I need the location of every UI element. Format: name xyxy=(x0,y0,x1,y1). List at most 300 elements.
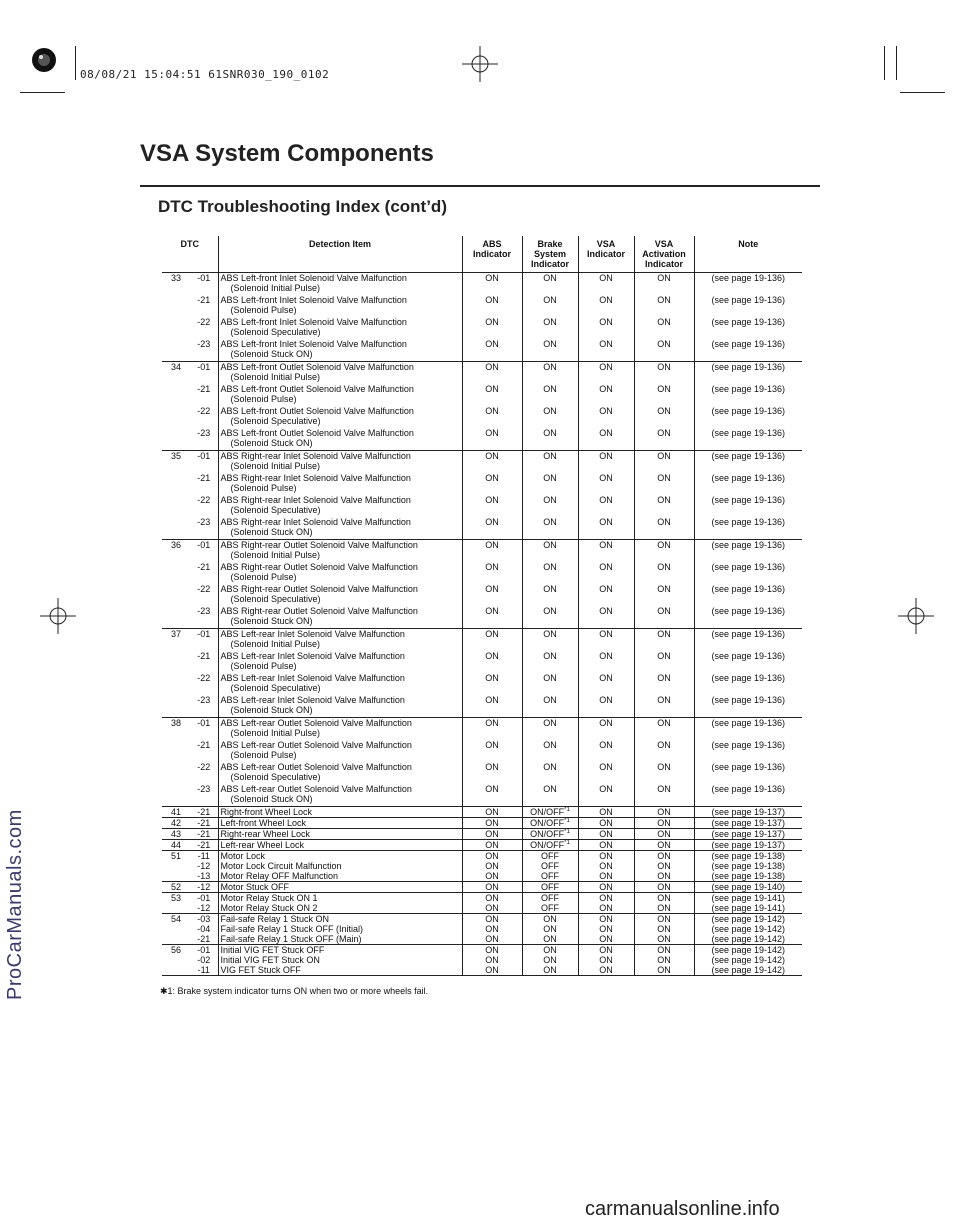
detection-item xyxy=(218,629,462,652)
abs-indicator-value: ON xyxy=(462,629,522,652)
detection-item xyxy=(218,818,462,829)
brake-indicator-text: ON xyxy=(543,718,557,728)
dtc-code xyxy=(162,673,190,695)
vsa-activation-value: ON xyxy=(634,295,694,317)
abs-indicator-value: ON xyxy=(462,517,522,540)
detection-item-text: Motor Lock xyxy=(220,851,266,861)
dtc-code xyxy=(162,517,190,540)
note-page-ref: (see page 19-136) xyxy=(694,718,802,741)
table-row xyxy=(162,893,802,904)
note-page-ref: (see page 19-136) xyxy=(711,495,786,505)
dtc-code: 42 xyxy=(162,818,190,829)
note-page-ref: (see page 19-136) xyxy=(711,784,786,794)
abs-indicator-value: ON xyxy=(462,384,522,406)
print-stamp: 08/08/21 15:04:51 61SNR030_190_0102 xyxy=(80,68,330,81)
detection-item-text: ABS Left-front Outlet Solenoid Valve Malfunction xyxy=(220,384,414,394)
brake-indicator-text: ON xyxy=(543,473,557,483)
note-page-ref: (see page 19-138) xyxy=(711,861,786,871)
dtc-subcode: -21 xyxy=(190,818,218,829)
brake-indicator-value xyxy=(522,965,578,976)
note-page-ref: (see page 19-136) xyxy=(711,762,786,772)
brake-indicator-value xyxy=(522,903,578,914)
header-dtc: DTC xyxy=(162,236,218,273)
vsa-indicator-value: ON xyxy=(578,695,634,718)
abs-indicator-value: ON xyxy=(462,965,522,976)
dtc-subcode: -12 xyxy=(190,903,218,914)
table-row xyxy=(162,606,802,629)
vsa-indicator-value: ON xyxy=(578,924,634,934)
vsa-indicator-value: ON xyxy=(578,914,634,925)
brake-indicator-value xyxy=(522,924,578,934)
brake-indicator-value xyxy=(522,893,578,904)
note-page-ref: (see page 19-137) xyxy=(694,829,802,840)
table-row xyxy=(162,339,802,362)
vsa-indicator-value: ON xyxy=(578,339,634,362)
dtc-code xyxy=(162,473,190,495)
vsa-indicator-value: ON xyxy=(578,965,634,976)
dtc-subcode: -22 xyxy=(190,584,218,606)
header-note: Note xyxy=(694,236,802,273)
note-page-ref: (see page 19-136) xyxy=(711,651,786,661)
brake-indicator-text: ON xyxy=(543,295,557,305)
dtc-code xyxy=(162,695,190,718)
brake-indicator-value xyxy=(522,339,578,362)
dtc-subcode: -01 xyxy=(190,629,218,652)
dtc-subcode: -23 xyxy=(190,428,218,451)
brake-indicator-text: ON xyxy=(543,673,557,683)
vsa-indicator-value: ON xyxy=(578,651,634,673)
abs-indicator-value: ON xyxy=(462,871,522,882)
brake-indicator-text: ON xyxy=(543,540,557,550)
dtc-subcode: -21 xyxy=(190,651,218,673)
vsa-indicator-value: ON xyxy=(578,829,634,840)
dtc-code xyxy=(162,428,190,451)
vsa-activation-value: ON xyxy=(634,495,694,517)
detection-item xyxy=(218,882,462,893)
table-row xyxy=(162,295,802,317)
crop-mark xyxy=(896,46,897,80)
note-page-ref: (see page 19-137) xyxy=(694,807,802,818)
detection-item xyxy=(218,740,462,762)
dtc-subcode: -21 xyxy=(190,840,218,851)
watermark: ProCarManuals.com xyxy=(4,809,26,1000)
header-detection-item: Detection Item xyxy=(218,236,462,273)
detection-item-text: Right-rear Wheel Lock xyxy=(220,829,311,839)
detection-item-detail: (Solenoid Speculative) xyxy=(230,327,321,337)
detection-item-text: ABS Right-rear Outlet Solenoid Valve Malfunction xyxy=(220,562,418,572)
dtc-code xyxy=(162,924,190,934)
brake-indicator-value xyxy=(522,273,578,296)
detection-item xyxy=(218,851,462,862)
table-row xyxy=(162,924,802,934)
note-page-ref: (see page 19-136) xyxy=(711,695,786,705)
abs-indicator-value: ON xyxy=(462,540,522,563)
detection-item xyxy=(218,317,462,339)
brake-indicator-text: ON xyxy=(543,651,557,661)
dtc-subcode: -03 xyxy=(190,914,218,925)
dtc-code: 33 xyxy=(162,273,190,296)
brake-indicator-value xyxy=(522,861,578,871)
vsa-indicator-value: ON xyxy=(578,384,634,406)
footnote: ✱1: Brake system indicator turns ON when two or more wheels fail. xyxy=(160,986,429,996)
dtc-subcode: -01 xyxy=(190,540,218,563)
table-row xyxy=(162,762,802,784)
note-page-ref: (see page 19-137) xyxy=(694,840,802,851)
table-row xyxy=(162,428,802,451)
vsa-indicator-value: ON xyxy=(578,718,634,741)
brake-indicator-text: ON/OFF xyxy=(530,818,565,828)
vsa-activation-value: ON xyxy=(634,818,694,829)
dtc-code xyxy=(162,934,190,945)
dtc-subcode: -11 xyxy=(190,851,218,862)
vsa-activation-value: ON xyxy=(634,840,694,851)
table-row xyxy=(162,695,802,718)
dtc-subcode: -12 xyxy=(190,882,218,893)
vsa-indicator-value: ON xyxy=(578,955,634,965)
detection-item-text: Left-front Wheel Lock xyxy=(220,818,307,828)
detection-item-detail: (Solenoid Pulse) xyxy=(230,661,297,671)
abs-indicator-value: ON xyxy=(462,840,522,851)
detection-item-detail: (Solenoid Speculative) xyxy=(230,772,321,782)
dtc-subcode: -02 xyxy=(190,955,218,965)
detection-item xyxy=(218,965,462,976)
detection-item-text: Fail-safe Relay 1 Stuck OFF (Initial) xyxy=(220,924,364,934)
brake-indicator-text: ON xyxy=(543,629,557,639)
dtc-code xyxy=(162,562,190,584)
detection-item xyxy=(218,861,462,871)
detection-item-text: Initial VIG FET Stuck ON xyxy=(220,955,320,965)
vsa-indicator-value: ON xyxy=(578,406,634,428)
detection-item-detail: (Solenoid Speculative) xyxy=(230,416,321,426)
table-row xyxy=(162,903,802,914)
abs-indicator-value: ON xyxy=(462,273,522,296)
table-row xyxy=(162,317,802,339)
brake-indicator-text: OFF xyxy=(541,861,559,871)
dtc-code xyxy=(162,871,190,882)
detection-item xyxy=(218,606,462,629)
vsa-indicator-value: ON xyxy=(578,893,634,904)
brake-indicator-value xyxy=(522,317,578,339)
dtc-code xyxy=(162,584,190,606)
vsa-activation-value: ON xyxy=(634,451,694,474)
brake-indicator-text: ON xyxy=(543,965,557,975)
vsa-activation-value: ON xyxy=(634,384,694,406)
brake-indicator-value xyxy=(522,384,578,406)
note-page-ref: (see page 19-136) xyxy=(711,673,786,683)
vsa-indicator-value: ON xyxy=(578,784,634,807)
note-page-ref: (see page 19-136) xyxy=(694,629,802,652)
crosshair-icon xyxy=(40,598,76,634)
detection-item-text: ABS Left-rear Outlet Solenoid Valve Malfunction xyxy=(220,740,412,750)
section-title: DTC Troubleshooting Index (cont’d) xyxy=(158,197,447,216)
brake-indicator-text: ON xyxy=(543,495,557,505)
table-row xyxy=(162,451,802,474)
table-row xyxy=(162,955,802,965)
dtc-code: 53 xyxy=(162,893,190,904)
brake-indicator-value xyxy=(522,695,578,718)
detection-item xyxy=(218,840,462,851)
vsa-indicator-value: ON xyxy=(578,818,634,829)
detection-item-text: ABS Left-rear Inlet Solenoid Valve Malfunction xyxy=(220,629,405,639)
abs-indicator-value: ON xyxy=(462,740,522,762)
vsa-indicator-value: ON xyxy=(578,882,634,893)
vsa-activation-value: ON xyxy=(634,718,694,741)
vsa-indicator-value: ON xyxy=(578,473,634,495)
brake-indicator-value xyxy=(522,718,578,741)
vsa-indicator-value: ON xyxy=(578,362,634,385)
detection-item-detail: (Solenoid Pulse) xyxy=(230,483,297,493)
table-row xyxy=(162,840,802,851)
dtc-subcode: -01 xyxy=(190,451,218,474)
footnote-ref: *1 xyxy=(564,818,570,824)
detection-item xyxy=(218,955,462,965)
table-body xyxy=(162,273,802,976)
brake-indicator-text: ON xyxy=(543,362,557,372)
dtc-code xyxy=(162,762,190,784)
dtc-subcode: -21 xyxy=(190,295,218,317)
brake-indicator-text: ON xyxy=(543,517,557,527)
brake-indicator-text: ON xyxy=(543,584,557,594)
table-row xyxy=(162,517,802,540)
bottom-watermark: carmanualsonline.info xyxy=(585,1198,780,1220)
vsa-indicator-value: ON xyxy=(578,295,634,317)
detection-item-detail: (Solenoid Initial Pulse) xyxy=(230,728,321,738)
dtc-code: 41 xyxy=(162,807,190,818)
dtc-code: 44 xyxy=(162,840,190,851)
vsa-activation-value: ON xyxy=(634,651,694,673)
vsa-indicator-value: ON xyxy=(578,762,634,784)
dtc-code xyxy=(162,495,190,517)
brake-indicator-value xyxy=(522,955,578,965)
vsa-activation-value: ON xyxy=(634,673,694,695)
vsa-activation-value: ON xyxy=(634,362,694,385)
brake-indicator-text: ON xyxy=(543,945,557,955)
detection-item xyxy=(218,384,462,406)
vsa-activation-value: ON xyxy=(634,428,694,451)
brake-indicator-value xyxy=(522,562,578,584)
dtc-subcode: -12 xyxy=(190,861,218,871)
note-page-ref: (see page 19-136) xyxy=(711,317,786,327)
brake-indicator-text: ON xyxy=(543,784,557,794)
detection-item-text: Fail-safe Relay 1 Stuck ON xyxy=(220,914,330,924)
vsa-activation-value: ON xyxy=(634,882,694,893)
abs-indicator-value: ON xyxy=(462,893,522,904)
vsa-activation-value: ON xyxy=(634,965,694,976)
vsa-indicator-value: ON xyxy=(578,673,634,695)
abs-indicator-value: ON xyxy=(462,882,522,893)
abs-indicator-value: ON xyxy=(462,945,522,956)
vsa-indicator-value: ON xyxy=(578,584,634,606)
dtc-code xyxy=(162,317,190,339)
dtc-subcode: -22 xyxy=(190,762,218,784)
detection-item-text: ABS Right-rear Inlet Solenoid Valve Malfunction xyxy=(220,451,411,461)
dtc-code xyxy=(162,295,190,317)
dtc-code: 52 xyxy=(162,882,190,893)
detection-item xyxy=(218,495,462,517)
abs-indicator-value: ON xyxy=(462,807,522,818)
vsa-indicator-value: ON xyxy=(578,840,634,851)
abs-indicator-value: ON xyxy=(462,695,522,718)
detection-item-text: ABS Left-front Inlet Solenoid Valve Malfunction xyxy=(220,273,407,283)
abs-indicator-value: ON xyxy=(462,295,522,317)
brake-indicator-value xyxy=(522,629,578,652)
note-page-ref: (see page 19-136) xyxy=(711,606,786,616)
detection-item-text: ABS Left-front Inlet Solenoid Valve Malfunction xyxy=(220,339,407,349)
detection-item-text: ABS Right-rear Inlet Solenoid Valve Malfunction xyxy=(220,517,411,527)
note-page-ref: (see page 19-142) xyxy=(711,934,786,944)
table-row xyxy=(162,362,802,385)
table-row xyxy=(162,562,802,584)
brake-indicator-text: ON xyxy=(543,606,557,616)
detection-item-text: ABS Right-rear Outlet Solenoid Valve Malfunction xyxy=(220,584,418,594)
table-row xyxy=(162,273,802,296)
dtc-subcode: -01 xyxy=(190,362,218,385)
detection-item xyxy=(218,695,462,718)
vsa-indicator-value: ON xyxy=(578,451,634,474)
detection-item xyxy=(218,807,462,818)
abs-indicator-value: ON xyxy=(462,829,522,840)
header-vsa-indicator: VSA Indicator xyxy=(578,236,634,273)
detection-item-detail: (Solenoid Stuck ON) xyxy=(230,438,313,448)
vsa-activation-value: ON xyxy=(634,829,694,840)
vsa-activation-value: ON xyxy=(634,317,694,339)
abs-indicator-value: ON xyxy=(462,784,522,807)
brake-indicator-value xyxy=(522,517,578,540)
detection-item-text: ABS Left-front Outlet Solenoid Valve Malfunction xyxy=(220,406,414,416)
detection-item-text: VIG FET Stuck OFF xyxy=(220,965,301,975)
detection-item xyxy=(218,718,462,741)
abs-indicator-value: ON xyxy=(462,818,522,829)
vsa-indicator-value: ON xyxy=(578,871,634,882)
page-title: VSA System Components xyxy=(140,140,434,167)
table-row xyxy=(162,851,802,862)
detection-item-detail: (Solenoid Stuck ON) xyxy=(230,527,313,537)
detection-item xyxy=(218,893,462,904)
header-vsa-activation-indicator: VSA Activation Indicator xyxy=(634,236,694,273)
detection-item-text: Left-rear Wheel Lock xyxy=(220,840,305,850)
brake-indicator-value xyxy=(522,584,578,606)
detection-item-detail: (Solenoid Initial Pulse) xyxy=(230,372,321,382)
dtc-code: 36 xyxy=(162,540,190,563)
abs-indicator-value: ON xyxy=(462,718,522,741)
vsa-activation-value: ON xyxy=(634,914,694,925)
detection-item-text: Fail-safe Relay 1 Stuck OFF (Main) xyxy=(220,934,362,944)
note-page-ref: (see page 19-136) xyxy=(711,339,786,349)
brake-indicator-text: ON xyxy=(543,762,557,772)
brake-indicator-value xyxy=(522,495,578,517)
detection-item-detail: (Solenoid Pulse) xyxy=(230,750,297,760)
vsa-indicator-value: ON xyxy=(578,629,634,652)
brake-indicator-text: ON xyxy=(543,339,557,349)
note-page-ref: (see page 19-136) xyxy=(711,562,786,572)
vsa-indicator-value: ON xyxy=(578,945,634,956)
table-row xyxy=(162,406,802,428)
vsa-activation-value: ON xyxy=(634,945,694,956)
vsa-activation-value: ON xyxy=(634,924,694,934)
brake-indicator-value xyxy=(522,934,578,945)
detection-item-text: ABS Left-front Inlet Solenoid Valve Malfunction xyxy=(220,317,407,327)
vsa-activation-value: ON xyxy=(634,540,694,563)
note-page-ref: (see page 19-142) xyxy=(694,945,802,956)
table-row xyxy=(162,784,802,807)
title-rule xyxy=(140,185,820,187)
detection-item xyxy=(218,584,462,606)
table-row xyxy=(162,965,802,976)
table-row xyxy=(162,861,802,871)
note-page-ref: (see page 19-136) xyxy=(711,384,786,394)
dtc-code: 37 xyxy=(162,629,190,652)
detection-item-detail: (Solenoid Stuck ON) xyxy=(230,794,313,804)
abs-indicator-value: ON xyxy=(462,955,522,965)
dtc-subcode: -21 xyxy=(190,829,218,840)
detection-item-text: Motor Relay Stuck ON 2 xyxy=(220,903,318,913)
detection-item xyxy=(218,903,462,914)
crosshair-icon xyxy=(898,598,934,634)
vsa-indicator-value: ON xyxy=(578,428,634,451)
dtc-code: 56 xyxy=(162,945,190,956)
detection-item xyxy=(218,829,462,840)
detection-item xyxy=(218,339,462,362)
note-page-ref: (see page 19-142) xyxy=(694,965,802,976)
dtc-code: 34 xyxy=(162,362,190,385)
detection-item xyxy=(218,871,462,882)
table-row xyxy=(162,495,802,517)
detection-item-text: Motor Lock Circuit Malfunction xyxy=(220,861,342,871)
detection-item-detail: (Solenoid Initial Pulse) xyxy=(230,461,321,471)
brake-indicator-text: OFF xyxy=(541,893,559,903)
dtc-subcode: -13 xyxy=(190,871,218,882)
footnote-ref: *1 xyxy=(564,807,570,813)
table-row xyxy=(162,914,802,925)
vsa-activation-value: ON xyxy=(634,517,694,540)
brake-indicator-value xyxy=(522,606,578,629)
dtc-code xyxy=(162,651,190,673)
detection-item-text: Motor Stuck OFF xyxy=(220,882,290,892)
vsa-indicator-value: ON xyxy=(578,851,634,862)
table-header-row xyxy=(162,236,802,273)
crop-mark xyxy=(884,46,885,80)
detection-item-text: Initial VIG FET Stuck OFF xyxy=(220,945,325,955)
brake-indicator-text: ON xyxy=(543,934,557,944)
detection-item xyxy=(218,762,462,784)
table-row xyxy=(162,818,802,829)
abs-indicator-value: ON xyxy=(462,924,522,934)
vsa-activation-value: ON xyxy=(634,273,694,296)
abs-indicator-value: ON xyxy=(462,914,522,925)
abs-indicator-value: ON xyxy=(462,673,522,695)
note-page-ref: (see page 19-136) xyxy=(694,451,802,474)
brake-indicator-value xyxy=(522,818,578,829)
detection-item-detail: (Solenoid Initial Pulse) xyxy=(230,639,321,649)
vsa-indicator-value: ON xyxy=(578,317,634,339)
detection-item-detail: (Solenoid Stuck ON) xyxy=(230,349,313,359)
vsa-indicator-value: ON xyxy=(578,861,634,871)
brake-indicator-text: ON xyxy=(543,924,557,934)
abs-indicator-value: ON xyxy=(462,934,522,945)
note-page-ref: (see page 19-136) xyxy=(711,406,786,416)
note-page-ref: (see page 19-136) xyxy=(694,362,802,385)
vsa-indicator-value: ON xyxy=(578,495,634,517)
detection-item-text: ABS Left-rear Inlet Solenoid Valve Malfunction xyxy=(220,695,405,705)
detection-item xyxy=(218,451,462,474)
brake-indicator-value xyxy=(522,406,578,428)
registration-target-icon xyxy=(28,44,60,76)
note-page-ref: (see page 19-142) xyxy=(694,914,802,925)
vsa-activation-value: ON xyxy=(634,695,694,718)
vsa-activation-value: ON xyxy=(634,903,694,914)
dtc-subcode: -01 xyxy=(190,273,218,296)
dtc-subcode: -01 xyxy=(190,945,218,956)
